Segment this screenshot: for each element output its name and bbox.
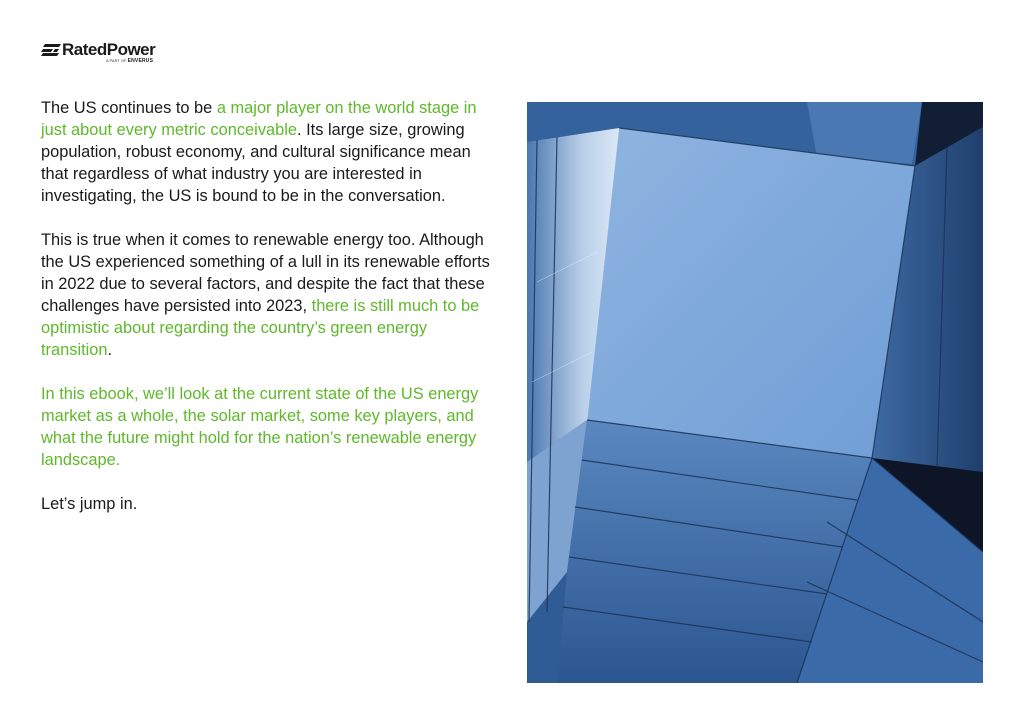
- paragraph-renewables-text-2: .: [107, 341, 113, 359]
- paragraph-intro-text-1: The US continues to be: [41, 99, 217, 117]
- paragraph-renewables-text-1: This is true when it comes to renewable energy too. Although the US experienced something of a lull in its renewable efforts in 2022 due to several factors, and despite the fact that these challenges have persisted into 2023,: [41, 231, 490, 315]
- brand-name: RatedPower: [62, 40, 156, 59]
- paragraph-intro-text-2: . Its large size, growing population, robust economy, and cultural significance mean that regardless of what industry you are interested in investigating, the US is bound to be in the conversation.: [41, 121, 471, 205]
- paragraph-ebook-overview: In this ebook, we’ll look at the current state of the US energy market as a whole, the solar market, some key players, and what the future might hold for the nation’s renewable energy landscape.: [41, 385, 479, 469]
- brand-tagline-prefix: A PART OF: [106, 58, 127, 63]
- paragraph-renewables: [41, 229, 501, 361]
- paragraph-closing: Let’s jump in.: [41, 495, 138, 513]
- body-text: [41, 97, 501, 537]
- paragraph-intro: [41, 97, 501, 207]
- glass-building-photo: [527, 102, 983, 683]
- ratedpower-mark-icon: [41, 44, 61, 56]
- brand-tagline-company: ENVERUS: [127, 58, 154, 64]
- paragraph-intro-highlight: a major player on the world stage in just about every metric conceivable: [41, 99, 477, 139]
- brand-tagline: [106, 58, 153, 64]
- glass-building-illustration: [527, 102, 983, 683]
- paragraph-renewables-highlight: there is still much to be optimistic about regarding the country’s green energy transition: [41, 297, 480, 359]
- ratedpower-logo: [41, 40, 181, 66]
